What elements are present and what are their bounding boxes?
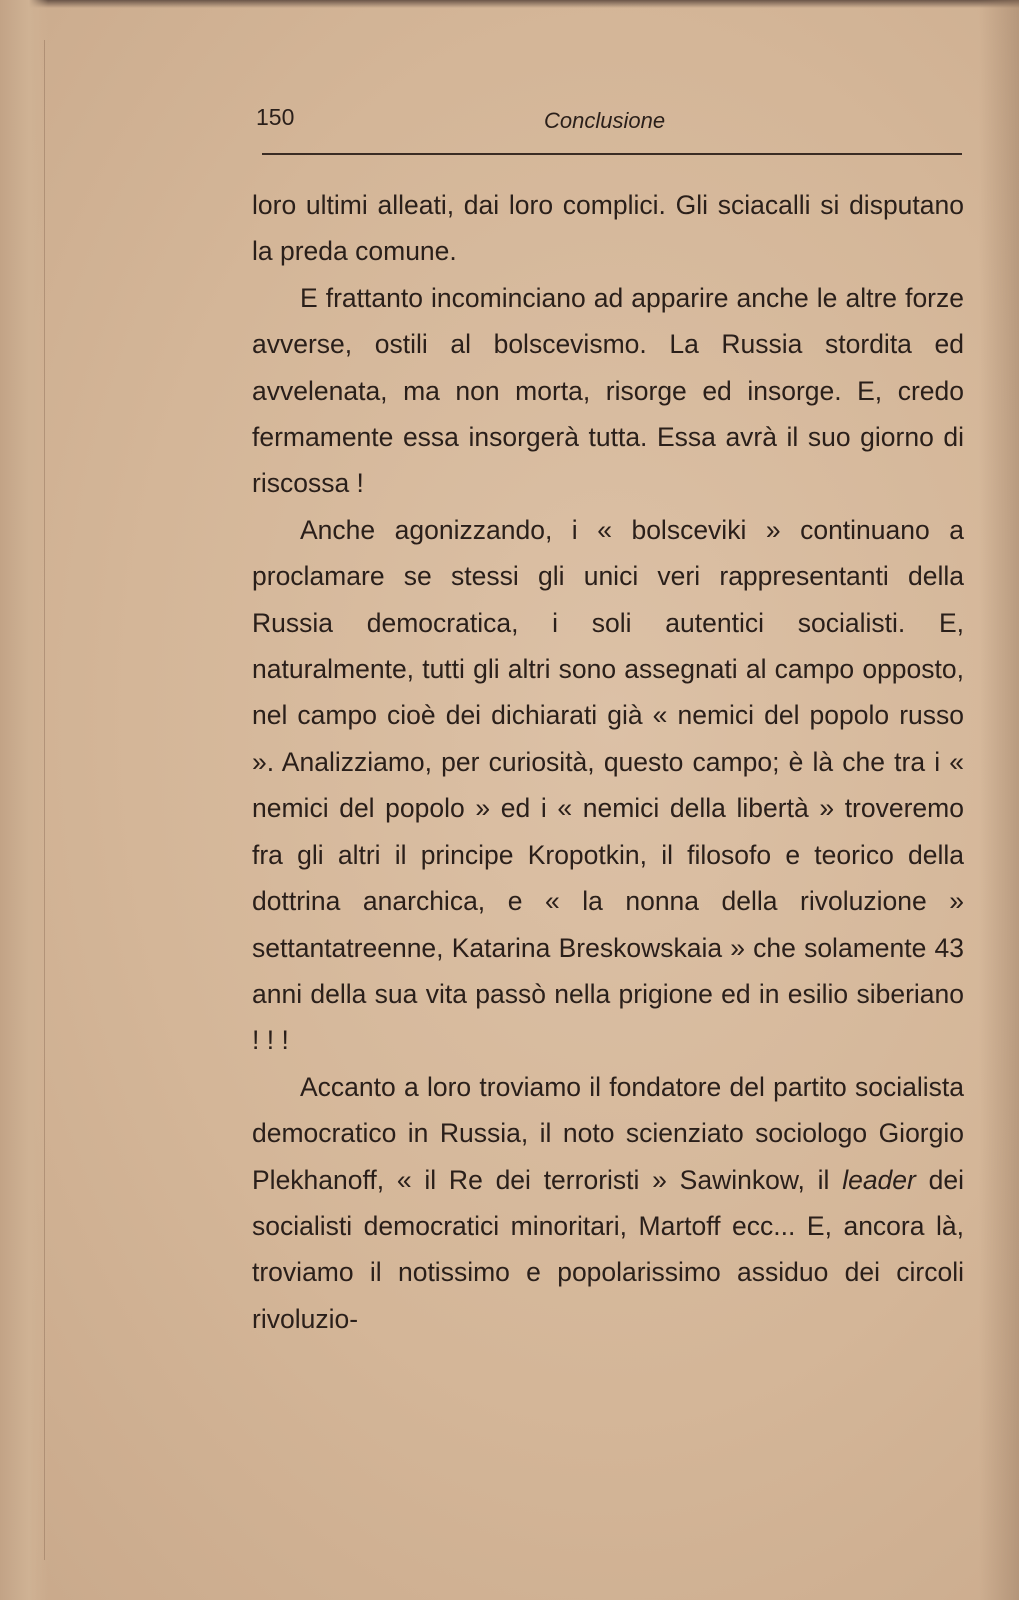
page-right-shadow [979, 0, 1019, 1600]
paragraph-3: Anche agonizzando, i « bolsceviki » continuano a proclamare se stessi gli unici veri rappresentanti della Russia democratica, i soli autentici socialisti. E, naturalmente, tutti gli altri sono assegnati al campo opposto, nel campo cioè dei dichiarati già « nemici del popolo russo ». Analizziamo, per curiosità, questo campo; è là che tra i « nemici del popolo » ed i « nemici della libertà » troveremo fra gli altri il principe Kropotkin, il filosofo e teorico della dottrina anarchica, e « la nonna della rivoluzione » settantatreenne, Katarina Breskowskaia » che solamente 43 anni della sua vita passò nella prigione ed in esilio siberiano ! ! ! [252, 514, 964, 1056]
page-number: 150 [256, 104, 295, 130]
paragraph-4-italic-word: leader [842, 1164, 916, 1195]
paragraph-4-text-after: dei socialisti democratici minoritari, Martoff ecc... E, ancora là, troviamo il notissimo e popolarissimo assiduo dei circoli rivoluzio- [252, 1164, 964, 1334]
running-title: Conclusione [544, 108, 666, 133]
paragraph-4-text-before: Accanto a loro troviamo il fondatore del partito socialista democratico in Russia, il noto scienziato sociologo Giorgio Plekhanoff, « il Re dei terroristi » Sawinkow, il [252, 1071, 964, 1195]
page-binding-edge [0, 0, 48, 1600]
paragraph-2: E frattanto incominciano ad apparire anche le altre forze avverse, ostili al bolscevismo. La Russia stordita ed avvelenata, ma non morta, risorge ed insorge. E, credo fermamente essa insorgerà tutta. Essa avrà il suo giorno di riscossa ! [252, 282, 964, 499]
paragraph-1: loro ultimi alleati, dai loro complici. Gli sciacalli si disputano la preda comune. [252, 190, 964, 267]
header-rule [262, 153, 962, 155]
gutter-line [44, 40, 45, 1560]
page-top-edge [0, 0, 1019, 8]
page-header [256, 104, 966, 144]
body-text [252, 182, 964, 1342]
paragraph-4 [252, 1064, 964, 1342]
